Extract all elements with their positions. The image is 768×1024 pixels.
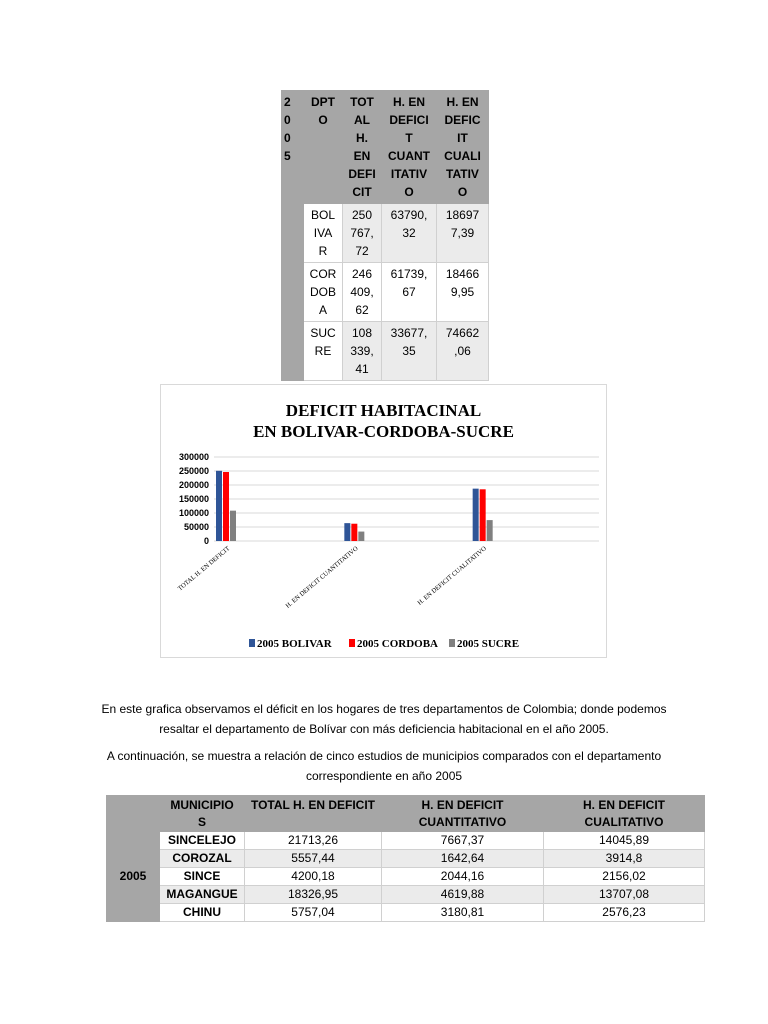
- cuantitativo-cell: 33677, 35: [382, 322, 437, 381]
- municipio-cell: SINCE: [160, 868, 245, 886]
- y-tick-label: 150000: [178, 494, 209, 504]
- legend-label: 2005 SUCRE: [457, 638, 520, 650]
- y-tick-label: 100000: [178, 508, 209, 518]
- cuantitativo-cell: 61739, 67: [382, 263, 437, 322]
- table-row: [107, 904, 705, 922]
- cuantitativo-cell: 7667,37: [382, 832, 544, 850]
- bar: [230, 511, 236, 541]
- total-cell: 250 767, 72: [343, 204, 382, 263]
- municipios-header: MUNICIPIO S: [160, 796, 245, 832]
- bar: [223, 472, 229, 541]
- municipio-cell: SINCELEJO: [160, 832, 245, 850]
- cualitativo-cell: 2156,02: [544, 868, 705, 886]
- bar: [351, 524, 357, 541]
- total-header: TOTAL H. EN DEFICIT: [245, 796, 382, 832]
- cuantitativo-cell: 63790, 32: [382, 204, 437, 263]
- table-row: [282, 204, 489, 263]
- table-row: [107, 850, 705, 868]
- bar: [473, 489, 479, 541]
- cuantitativo-cell: 2044,16: [382, 868, 544, 886]
- table-header-row: [107, 796, 705, 832]
- bar: [487, 520, 493, 541]
- deficit-bar-chart: [160, 384, 607, 658]
- cuantitativo-cell: 4619,88: [382, 886, 544, 904]
- cualitativo-cell: 74662 ,06: [437, 322, 489, 381]
- dpto-cell: COR DOB A: [304, 263, 343, 322]
- chart-plot: [161, 385, 606, 657]
- dpto-cell: BOL IVA R: [304, 204, 343, 263]
- y-tick-label: 300000: [178, 452, 209, 462]
- department-deficit-table: [281, 90, 489, 381]
- legend-swatch: [349, 639, 355, 647]
- legend-label: 2005 CORDOBA: [357, 638, 438, 650]
- x-category-label: H. EN DEFICIT CUALITATIVO: [416, 545, 488, 607]
- cualitativo-cell: 14045,89: [544, 832, 705, 850]
- cuantitativo-header: H. EN DEFICIT CUANTITATIVO: [382, 796, 544, 832]
- cualitativo-cell: 18697 7,39: [437, 204, 489, 263]
- chart-description-paragraph: En este grafica observamos el déficit en los hogares de tres departamentos de Colombia; donde podemos resaltar el departamento de Bolívar con más deficiencia habitacional en el año 2005.: [101, 702, 667, 736]
- cualitativo-header: H. EN DEFICIT CUALITATIVO: [544, 796, 705, 832]
- municipio-cell: CHINU: [160, 904, 245, 922]
- legend-swatch: [449, 639, 455, 647]
- cualitativo-cell: 13707,08: [544, 886, 705, 904]
- year-header: 2 0 0 5: [282, 91, 304, 204]
- x-category-label: H. EN DEFICIT CUANTITATIVO: [284, 545, 360, 610]
- cuantitativo-cell: 3180,81: [382, 904, 544, 922]
- municipality-deficit-table: [106, 795, 705, 922]
- year-header: [107, 796, 160, 832]
- table-row: [282, 322, 489, 381]
- chart-title: DEFICIT HABITACINAL EN BOLIVAR-CORDOBA-SUCRE: [253, 401, 514, 441]
- municipio-cell: COROZAL: [160, 850, 245, 868]
- x-category-label: TOTAL H. EN DEFICIT: [176, 545, 232, 593]
- dpto-cell: SUC RE: [304, 322, 343, 381]
- y-tick-label: 250000: [178, 466, 209, 476]
- total-cell: 108 339, 41: [343, 322, 382, 381]
- total-cell: 18326,95: [245, 886, 382, 904]
- bar: [358, 532, 364, 541]
- dpto-header: DPT O: [304, 91, 343, 204]
- table-row: [107, 886, 705, 904]
- total-cell: 246 409, 62: [343, 263, 382, 322]
- table-row: [282, 263, 489, 322]
- y-tick-label: 200000: [178, 480, 209, 490]
- bar: [216, 471, 222, 541]
- total-cell: 5557,44: [245, 850, 382, 868]
- year-cell: 2005: [107, 832, 160, 922]
- cualitativo-cell: 3914,8: [544, 850, 705, 868]
- cuantitativo-cell: 1642,64: [382, 850, 544, 868]
- year-spacer: [282, 204, 304, 381]
- table-row: [107, 868, 705, 886]
- table-header-row: [282, 91, 489, 204]
- y-tick-label: 50000: [183, 522, 209, 532]
- legend-label: 2005 BOLIVAR: [257, 638, 332, 650]
- cualitativo-cell: 18466 9,95: [437, 263, 489, 322]
- y-tick-label: 0: [203, 536, 209, 546]
- legend-swatch: [249, 639, 255, 647]
- total-cell: 21713,26: [245, 832, 382, 850]
- bar: [480, 489, 486, 541]
- total-cell: 4200,18: [245, 868, 382, 886]
- total-header: TOT AL H. EN DEFI CIT: [343, 91, 382, 204]
- municipio-cell: MAGANGUE: [160, 886, 245, 904]
- table-row: [107, 832, 705, 850]
- municipality-intro-paragraph: A continuación, se muestra a relación de cinco estudios de municipios comparados con el departamento correspondiente en año 2005: [106, 749, 662, 783]
- bar: [344, 523, 350, 541]
- cualitativo-header: H. EN DEFIC IT CUALI TATIV O: [437, 91, 489, 204]
- cuantitativo-header: H. EN DEFICI T CUANT ITATIV O: [382, 91, 437, 204]
- cualitativo-cell: 2576,23: [544, 904, 705, 922]
- total-cell: 5757,04: [245, 904, 382, 922]
